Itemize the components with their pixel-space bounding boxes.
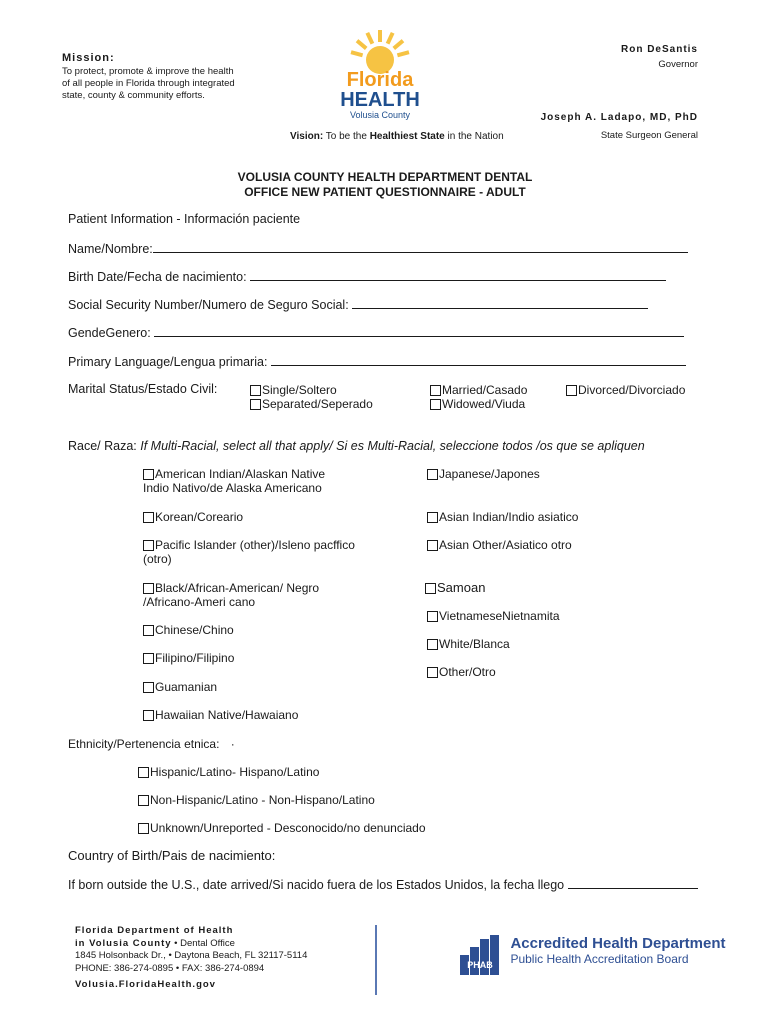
ssn-row[interactable]: [68, 297, 648, 312]
arrival-date-field[interactable]: [568, 877, 698, 889]
race-guamanian-option[interactable]: Guamanian: [143, 680, 217, 694]
gender-field[interactable]: [154, 325, 684, 337]
phab-accreditation-logo: [460, 935, 726, 975]
checkbox[interactable]: [430, 385, 441, 396]
phab-line1: Accredited Health Department: [510, 935, 726, 952]
phab-icon: [460, 935, 500, 975]
country-of-birth-label: Country of Birth/Pais de nacimiento:: [68, 848, 276, 863]
marital-single-option[interactable]: Single/Soltero: [250, 383, 337, 397]
race-asian-other-option[interactable]: Asian Other/Asiatico otro: [427, 538, 572, 552]
ethnicity-dot: ·: [230, 737, 235, 751]
surgeon-general-name: Joseph A. Ladapo, MD, PhD: [540, 112, 698, 123]
checkbox[interactable]: [250, 385, 261, 396]
ethnicity-hispanic-option[interactable]: Hispanic/Latino- Hispano/Latino: [138, 765, 319, 779]
checkbox[interactable]: [427, 611, 438, 622]
checkbox[interactable]: [143, 540, 154, 551]
vision-label: Vision:: [290, 131, 324, 142]
checkbox[interactable]: [143, 710, 154, 721]
section-patient-info: Patient Information - Información paciente: [68, 212, 301, 226]
ethnicity-label: Ethnicity/Pertenencia etnica:: [68, 737, 220, 751]
checkbox[interactable]: [425, 583, 436, 594]
language-row[interactable]: [68, 354, 686, 369]
name-row[interactable]: [68, 241, 688, 256]
checkbox[interactable]: [143, 625, 154, 636]
logo-health-text: HEALTH: [340, 89, 420, 111]
checkbox[interactable]: [138, 767, 149, 778]
marital-divorced-option[interactable]: Divorced/Divorciado: [566, 383, 685, 397]
name-field[interactable]: [153, 241, 688, 253]
gender-label: GendeGenero:: [68, 326, 151, 340]
footer-address: 1845 Holsonback Dr., • Daytona Beach, FL 32117-5114: [75, 950, 308, 961]
marital-married-option[interactable]: Married/Casado: [430, 383, 527, 397]
birth-label: Birth Date/Fecha de nacimiento:: [68, 270, 247, 284]
race-korean-option[interactable]: Korean/Coreario: [143, 510, 243, 524]
governor-title: Governor: [658, 59, 698, 70]
checkbox[interactable]: [143, 682, 154, 693]
checkbox[interactable]: [427, 512, 438, 523]
arrival-label: If born outside the U.S., date arrived/Si nacido fuera de los Estados Unidos, la fecha llego: [68, 878, 565, 892]
marital-separated-option[interactable]: Separated/Seperado: [250, 397, 373, 411]
sun-logo-icon: [340, 28, 420, 123]
checkbox[interactable]: [427, 667, 438, 678]
vision-prefix: To be the: [325, 131, 367, 142]
birth-date-field[interactable]: [250, 269, 666, 281]
checkbox[interactable]: [138, 823, 149, 834]
ethnicity-heading: [68, 737, 235, 751]
footer-dept-line2: in Volusia County: [75, 937, 172, 949]
footer-dept-office: • Dental Office: [174, 937, 235, 949]
checkbox[interactable]: [143, 512, 154, 523]
phab-mark-text: PHAB: [467, 960, 493, 970]
checkbox[interactable]: [427, 540, 438, 551]
footer-divider: [375, 925, 377, 995]
checkbox[interactable]: [143, 469, 154, 480]
ethnicity-non-hispanic-option[interactable]: Non-Hispanic/Latino - Non-Hispano/Latino: [138, 793, 375, 807]
checkbox[interactable]: [427, 639, 438, 650]
race-filipino-option[interactable]: Filipino/Filipino: [143, 651, 234, 665]
race-black-option[interactable]: Black/African-American/ Negro /Africano-Ameri cano: [143, 581, 320, 609]
race-asian-indian-option[interactable]: Asian Indian/Indio asiatico: [427, 510, 578, 524]
race-other-option[interactable]: Other/Otro: [427, 665, 496, 679]
language-field[interactable]: [271, 354, 686, 366]
governor-name: Ron DeSantis: [620, 44, 698, 55]
marital-widowed-option[interactable]: Widowed/Viuda: [430, 397, 525, 411]
gender-row[interactable]: [68, 325, 684, 340]
race-label: Race/ Raza:: [68, 439, 137, 453]
race-hawaiian-option[interactable]: Hawaiian Native/Hawaiano: [143, 708, 298, 722]
mission-text: To protect, promote & improve the health of all people in Florida through integrated state, county & community efforts.: [62, 66, 235, 101]
birth-row[interactable]: [68, 269, 666, 284]
checkbox[interactable]: [250, 399, 261, 410]
race-chinese-option[interactable]: Chinese/Chino: [143, 623, 234, 637]
vision-suffix: in the Nation: [447, 131, 504, 142]
form-title-line1: VOLUSIA COUNTY HEALTH DEPARTMENT DENTAL: [237, 170, 533, 184]
footer-website: Volusia.FloridaHealth.gov: [75, 979, 216, 990]
phab-line2: Public Health Accreditation Board: [510, 952, 689, 966]
checkbox[interactable]: [143, 583, 154, 594]
ssn-label: Social Security Number/Numero de Seguro Social:: [68, 298, 349, 312]
vision-bold: Healthiest State: [369, 131, 445, 142]
race-instruction: If Multi-Racial, select all that apply/ Si es Multi-Racial, seleccione todos /os que se apliquen: [140, 439, 645, 453]
footer-contact: [75, 925, 307, 992]
footer-dept-line1: Florida Department of Health: [75, 925, 234, 936]
checkbox[interactable]: [566, 385, 577, 396]
race-pacific-islander-option[interactable]: Pacific Islander (other)/Isleno pacffico (otro): [143, 538, 355, 566]
checkbox[interactable]: [138, 795, 149, 806]
marital-label: Marital Status/Estado Civil:: [68, 382, 218, 396]
florida-health-logo: [340, 28, 420, 123]
checkbox[interactable]: [430, 399, 441, 410]
logo-florida-text: Florida: [346, 69, 414, 91]
race-japanese-option[interactable]: Japanese/Japones: [427, 467, 540, 481]
language-label: Primary Language/Lengua primaria:: [68, 355, 268, 369]
race-samoan-option[interactable]: Samoan: [425, 581, 485, 595]
form-title: [0, 170, 770, 200]
arrival-row[interactable]: [68, 877, 698, 892]
footer-phone: PHONE: 386-274-0895 • FAX: 386-274-0894: [75, 962, 265, 974]
race-american-indian-option[interactable]: American Indian/Alaskan Native Indio Nativo/de Alaska Americano: [143, 467, 326, 495]
ssn-field[interactable]: [352, 297, 648, 309]
vision-statement: [290, 131, 504, 142]
checkbox[interactable]: [143, 653, 154, 664]
race-vietnamese-option[interactable]: VietnameseNietnamita: [427, 609, 560, 623]
name-label: Name/Nombre:: [68, 242, 153, 256]
race-white-option[interactable]: White/Blanca: [427, 637, 510, 651]
logo-county-text: Volusia County: [349, 110, 411, 120]
form-title-line2: OFFICE NEW PATIENT QUESTIONNAIRE - ADULT: [244, 185, 526, 199]
surgeon-general-title: State Surgeon General: [600, 130, 698, 141]
ethnicity-unknown-option[interactable]: Unknown/Unreported - Desconocido/no denunciado: [138, 821, 426, 835]
checkbox[interactable]: [427, 469, 438, 480]
race-heading: [68, 439, 645, 453]
mission-label: Mission:: [62, 52, 115, 64]
